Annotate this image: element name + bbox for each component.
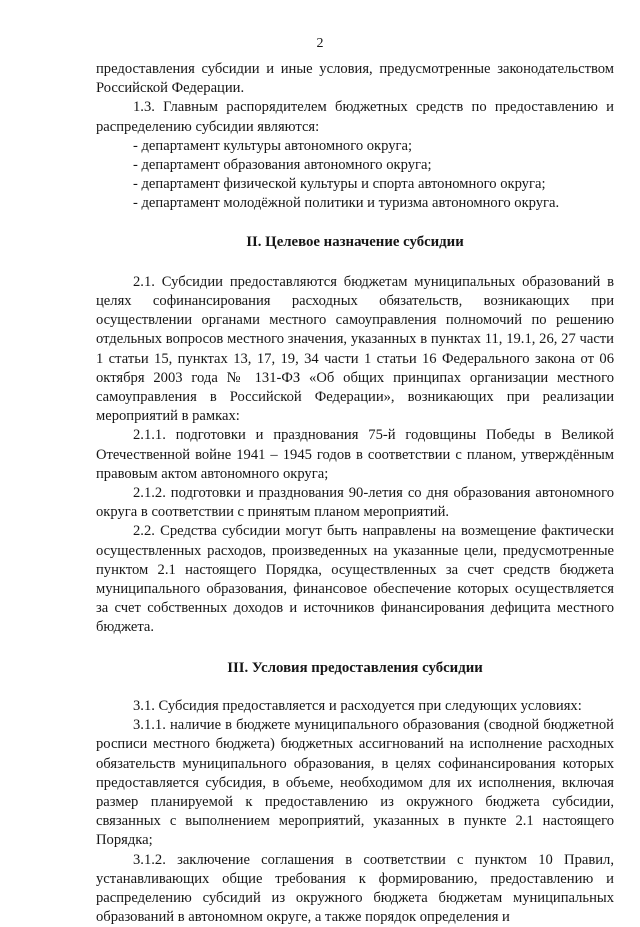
- section-3-heading: III. Условия предоставления субсидии: [227, 659, 483, 676]
- paragraph-3-1-2: 3.1.2. заключение соглашения в соответствии с пунктом 10 Правил, устанавливающих общие требования к формированию, предоставлению и распределению субсидий из окружного бюджета бюджетам муниципальных образований в автономном округе, а также порядок определения и: [96, 851, 614, 926]
- distributor-list-item: - департамент физической культуры и спорта автономного округа;: [133, 176, 546, 193]
- paragraph-3-1-1: 3.1.1. наличие в бюджете муниципального образования (сводной бюджетной росписи местного бюджета) бюджетных ассигнований на исполнение расходных обязательств муниципального образования, в целях софинансирования которых предоставляется субсидия, в объеме, необходимом для их исполнения, включая размер планируемой к предоставлению из окружного бюджета субсидии, связанных с выполнением мероприятий, указанных в пункте 2.1 настоящего Порядка;: [96, 717, 614, 849]
- distributor-list-item: - департамент образования автономного округа;: [133, 157, 432, 174]
- section-2-heading: II. Целевое назначение субсидии: [246, 233, 464, 250]
- paragraph-3-1: 3.1. Субсидия предоставляется и расходуется при следующих условиях:: [133, 697, 582, 714]
- paragraph-2-2: 2.2. Средства субсидии могут быть направлены на возмещение фактически осуществленных расходов, произведенных на указанные цели, предусмотренные пунктом 2.1 настоящего Порядка, осуществленных за счет средств бюджета муниципального образования, финансовое обеспечение которых осуществляется за счет собственных доходов и источников финансирования дефицита местного бюджета.: [96, 523, 614, 636]
- paragraph-2-1: 2.1. Субсидии предоставляются бюджетам муниципальных образований в целях софинансирования расходных обязательств, возникающих при осуществлении органами местного самоуправления полномочий по решению отдельных вопросов местного значения, указанных в пунктах 11, 19.1, 26, 27 части 1 статьи 15, пунктах 13, 17, 19, 34 части 1 статьи 16 Федерального закона от 06 октября 2003 года № 131-ФЗ «Об общих принципах организации местного самоуправления в Российской Федерации», возникающих при реализации мероприятий в рамках:: [96, 273, 614, 425]
- paragraph-1-3: 1.3. Главным распорядителем бюджетных средств по предоставлению и распределению субсидии являются:: [96, 99, 614, 135]
- paragraph-continuation: предоставления субсидии и иные условия, предусмотренные законодательством Российской Федерации.: [96, 61, 614, 97]
- paragraph-2-1-1: 2.1.1. подготовки и празднования 75-й годовщины Победы в Великой Отечественной войне 1941 – 1945 годов в соответствии с планом, утверждённым правовым актом автономного округа;: [96, 427, 614, 482]
- page-number: 2: [316, 36, 324, 51]
- distributor-list-item: - департамент культуры автономного округа;: [133, 137, 413, 154]
- distributor-list-item: - департамент молодёжной политики и туризма автономного округа.: [133, 195, 560, 212]
- paragraph-2-1-2: 2.1.2. подготовки и празднования 90-летия со дня образования автономного округа в соответствии с принятым планом мероприятий.: [96, 485, 614, 521]
- document-body: [96, 60, 614, 927]
